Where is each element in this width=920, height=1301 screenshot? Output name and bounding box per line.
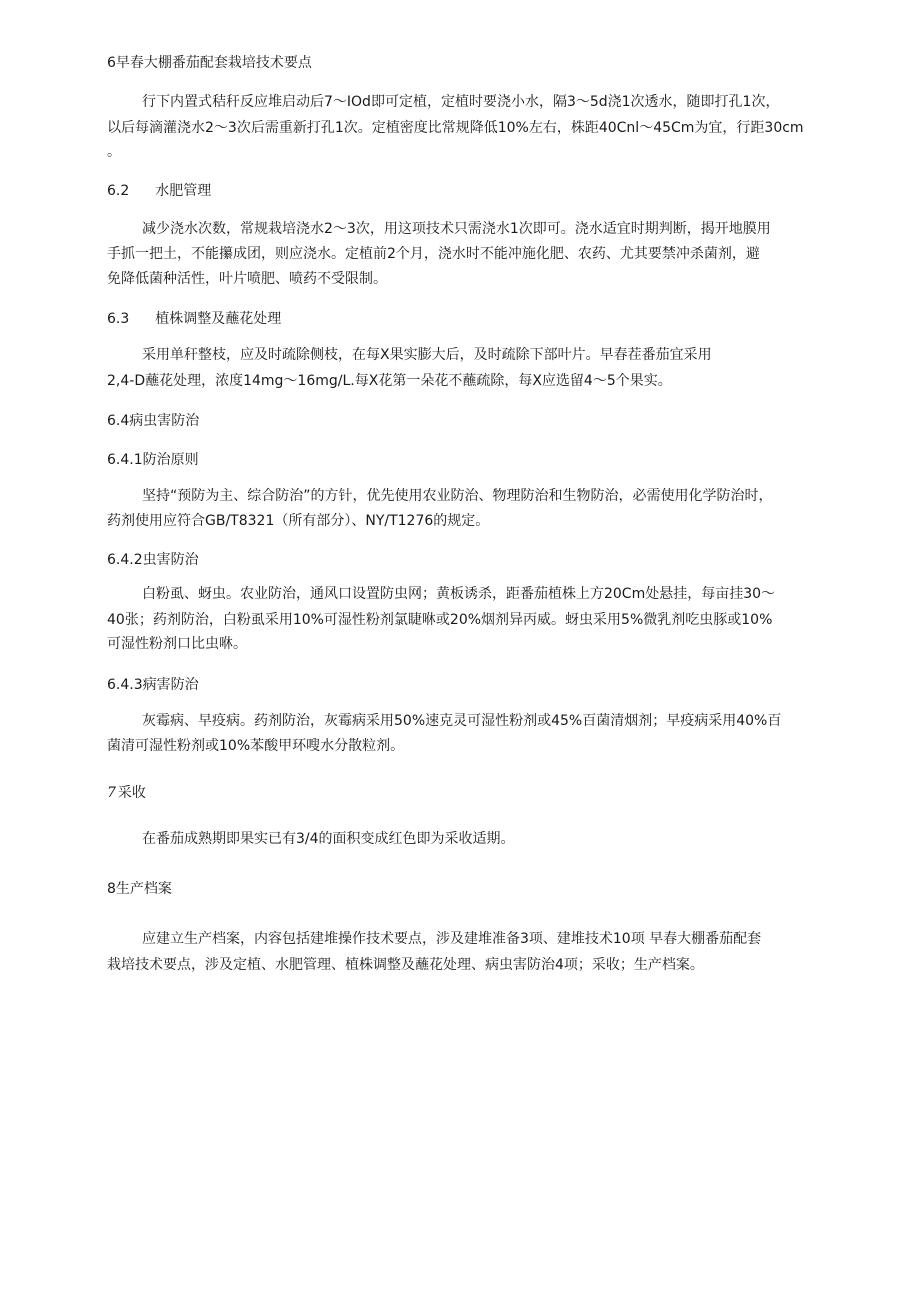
heading-number: 6.3 <box>107 311 130 327</box>
body-line: 在番茄成熟期即果实已有3/4的面积变成红色即为采收适期。 <box>142 831 515 847</box>
body-line: 白粉虱、蚜虫。农业防治，通风口设置防虫网；黄板诱杀，距番茄植株上方20Cm处悬挂，每亩挂30～ <box>142 586 776 602</box>
heading-title: 水肥管理 <box>155 183 212 199</box>
body-line: 减少浇水次数，常规栽培浇水2～3次，用这项技术只需浇水1次即可。浇水适宜时期判断，揭开地膜用 <box>142 221 771 237</box>
heading-6-4: 6.4病虫害防治 <box>107 413 200 429</box>
heading-7 <box>107 783 146 803</box>
heading-8: 8生产档案 <box>107 881 172 897</box>
body-line: 免降低菌种活性，叶片喷肥、喷药不受限制。 <box>107 271 387 287</box>
heading-6: 6早春大棚番茄配套栽培技术要点 <box>107 55 312 71</box>
body-line: 行下内置式秸秆反应堆启动后7～IOd即可定植，定植时要浇小水，隔3～5d浇1次透水，随即打孔1次， <box>142 94 780 110</box>
heading-title: 采收 <box>117 785 146 801</box>
heading-6-3 <box>107 309 281 329</box>
body-line: 应建立生产档案，内容包括建堆操作技术要点，涉及建堆准备3项、建堆技术10项 早春大棚番茄配套 <box>142 931 762 947</box>
heading-6-4-2: 6.4.2虫害防治 <box>107 552 199 568</box>
body-line: 坚持“预防为主、综合防治”的方针，优先使用农业防治、物理防治和生物防治，必需使用化学防治时， <box>142 488 773 504</box>
body-line: 药剂使用应符合GB/T8321（所有部分）、NY/T1276的规定。 <box>107 513 490 529</box>
body-line: 菌清可湿性粉剂或10%苯酸甲环嗖水分散粒剂。 <box>107 738 405 754</box>
body-line: 40张；药剂防治，白粉虱采用10%可湿性粉剂氯睫咻或20%烟剂异丙威。蚜虫采用5%微乳剂吃虫豚或10% <box>107 612 773 628</box>
body-line: 采用单秆整枝，应及时疏除侧枝，在每X果实膨大后，及时疏除下部叶片。早春茬番茄宜采用 <box>142 347 712 363</box>
body-line: 可湿性粉剂口比虫咻。 <box>107 636 247 652</box>
heading-title: 植株调整及蘸花处理 <box>155 311 282 327</box>
body-line: 灰霉病、早疫病。药剂防治，灰霉病采用50%速克灵可湿性粉剂或45%百菌清烟剂；早疫病采用40%百 <box>142 713 782 729</box>
body-line: 2,4-D蘸花处理，浓度14mg～16mg∕L.每X花第一朵花不蘸疏除，每X应选留4～5个果实。 <box>107 373 672 389</box>
heading-6-2 <box>107 181 211 201</box>
heading-number: 7 <box>107 785 116 801</box>
body-line: 手抓一把土，不能攥成团，则应浇水。定植前2个月，浇水时不能冲施化肥、农药、尤其要禁冲杀菌剂，避 <box>107 246 760 262</box>
heading-6-4-1: 6.4.1防治原则 <box>107 452 199 468</box>
body-line: 。 <box>107 144 121 160</box>
body-line: 栽培技术要点，涉及定植、水肥管理、植株调整及蘸花处理、病虫害防治4项；采收；生产档案。 <box>107 957 704 973</box>
heading-6-4-3: 6.4.3病害防治 <box>107 677 199 693</box>
body-line: 以后每滴灌浇水2～3次后需重新打孔1次。定植密度比常规降低10%左右，株距40Cnl～45Cm为宜，行距30cm <box>107 120 804 136</box>
heading-number: 6.2 <box>107 183 130 199</box>
